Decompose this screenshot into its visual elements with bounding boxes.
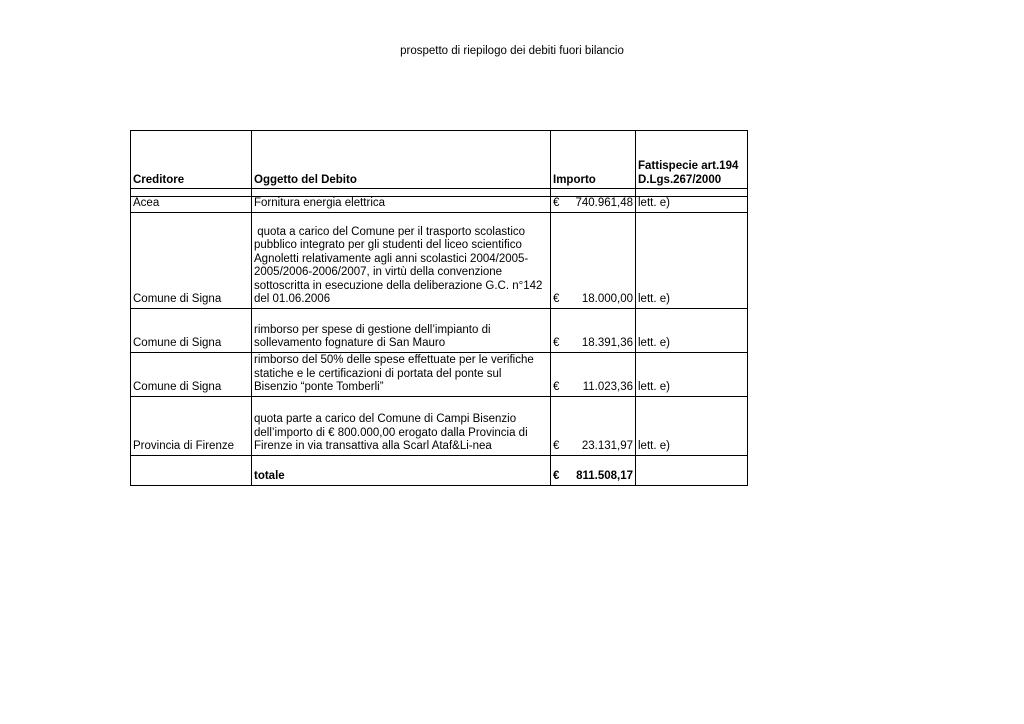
total-label: totale <box>252 455 551 485</box>
table-row <box>131 197 748 213</box>
amount-value: 23.131,97 <box>581 440 633 452</box>
total-amount-value: 811.508,17 <box>576 470 633 482</box>
spacer-cell <box>636 189 748 197</box>
currency-symbol: € <box>553 197 560 209</box>
cell-oggetto: rimborso del 50% delle spese effettuate per le verifiche statiche e le certificazioni di portata del ponte sul Bisenzio “ponte Tomberli” <box>252 352 551 396</box>
spacer-cell <box>551 189 636 197</box>
cell-oggetto: quota a carico del Comune per il trasporto scolastico pubblico integrato per gli studenti del liceo scientifico Agnoletti relativamente agli anni scolastici 2004/2005-2005/2006-2006/2007, in virtù della convenzione sottoscritta in esecuzione della deliberazione G.C. n°142 del 01.06.2006 <box>252 212 551 308</box>
cell-fattispecie: lett. e) <box>636 212 748 308</box>
page-title: prospetto di riepilogo dei debiti fuori bilancio <box>400 45 624 57</box>
cell-creditore: Provincia di Firenze <box>131 396 252 455</box>
empty-cell <box>636 455 748 485</box>
cell-creditore: Acea <box>131 197 252 213</box>
table-row <box>131 352 748 396</box>
cell-fattispecie: lett. e) <box>636 308 748 352</box>
cell-creditore: Comune di Signa <box>131 212 252 308</box>
cell-fattispecie: lett. e) <box>636 396 748 455</box>
amount-value: 18.391,36 <box>581 337 633 349</box>
empty-cell <box>131 455 252 485</box>
column-header-oggetto: Oggetto del Debito <box>252 131 551 189</box>
cell-oggetto: quota parte a carico del Comune di Campi Bisenzio dell’importo di € 800.000,00 erogato dalla Provincia di Firenze in via transattiva alla Scarl Ataf&Li-nea <box>252 396 551 455</box>
spacer-cell <box>252 189 551 197</box>
column-header-importo: Importo <box>551 131 636 189</box>
spacer-row <box>131 189 748 197</box>
cell-creditore: Comune di Signa <box>131 352 252 396</box>
table-row <box>131 212 748 308</box>
currency-symbol: € <box>553 381 560 393</box>
total-row <box>131 455 748 485</box>
cell-oggetto: rimborso per spese di gestione dell’impianto di sollevamento fognature di San Mauro <box>252 308 551 352</box>
amount-value: 18.000,00 <box>581 293 633 305</box>
total-importo <box>551 455 636 485</box>
currency-symbol: € <box>553 470 560 482</box>
cell-importo <box>551 197 636 213</box>
amount-value: 740.961,48 <box>575 197 633 209</box>
currency-symbol: € <box>553 440 560 452</box>
cell-importo <box>551 352 636 396</box>
cell-importo <box>551 308 636 352</box>
amount-value: 11.023,36 <box>582 381 633 393</box>
column-header-fattispecie: Fattispecie art.194 D.Lgs.267/2000 <box>636 131 748 189</box>
cell-fattispecie: lett. e) <box>636 352 748 396</box>
table-header-row <box>131 131 748 189</box>
cell-importo <box>551 212 636 308</box>
cell-importo <box>551 396 636 455</box>
currency-symbol: € <box>553 293 560 305</box>
table-row <box>131 396 748 455</box>
table-row <box>131 308 748 352</box>
spacer-cell <box>131 189 252 197</box>
cell-oggetto: Fornitura energia elettrica <box>252 197 551 213</box>
cell-creditore: Comune di Signa <box>131 308 252 352</box>
column-header-creditore: Creditore <box>131 131 252 189</box>
debt-summary-table <box>130 130 748 486</box>
cell-fattispecie: lett. e) <box>636 197 748 213</box>
currency-symbol: € <box>553 337 560 349</box>
